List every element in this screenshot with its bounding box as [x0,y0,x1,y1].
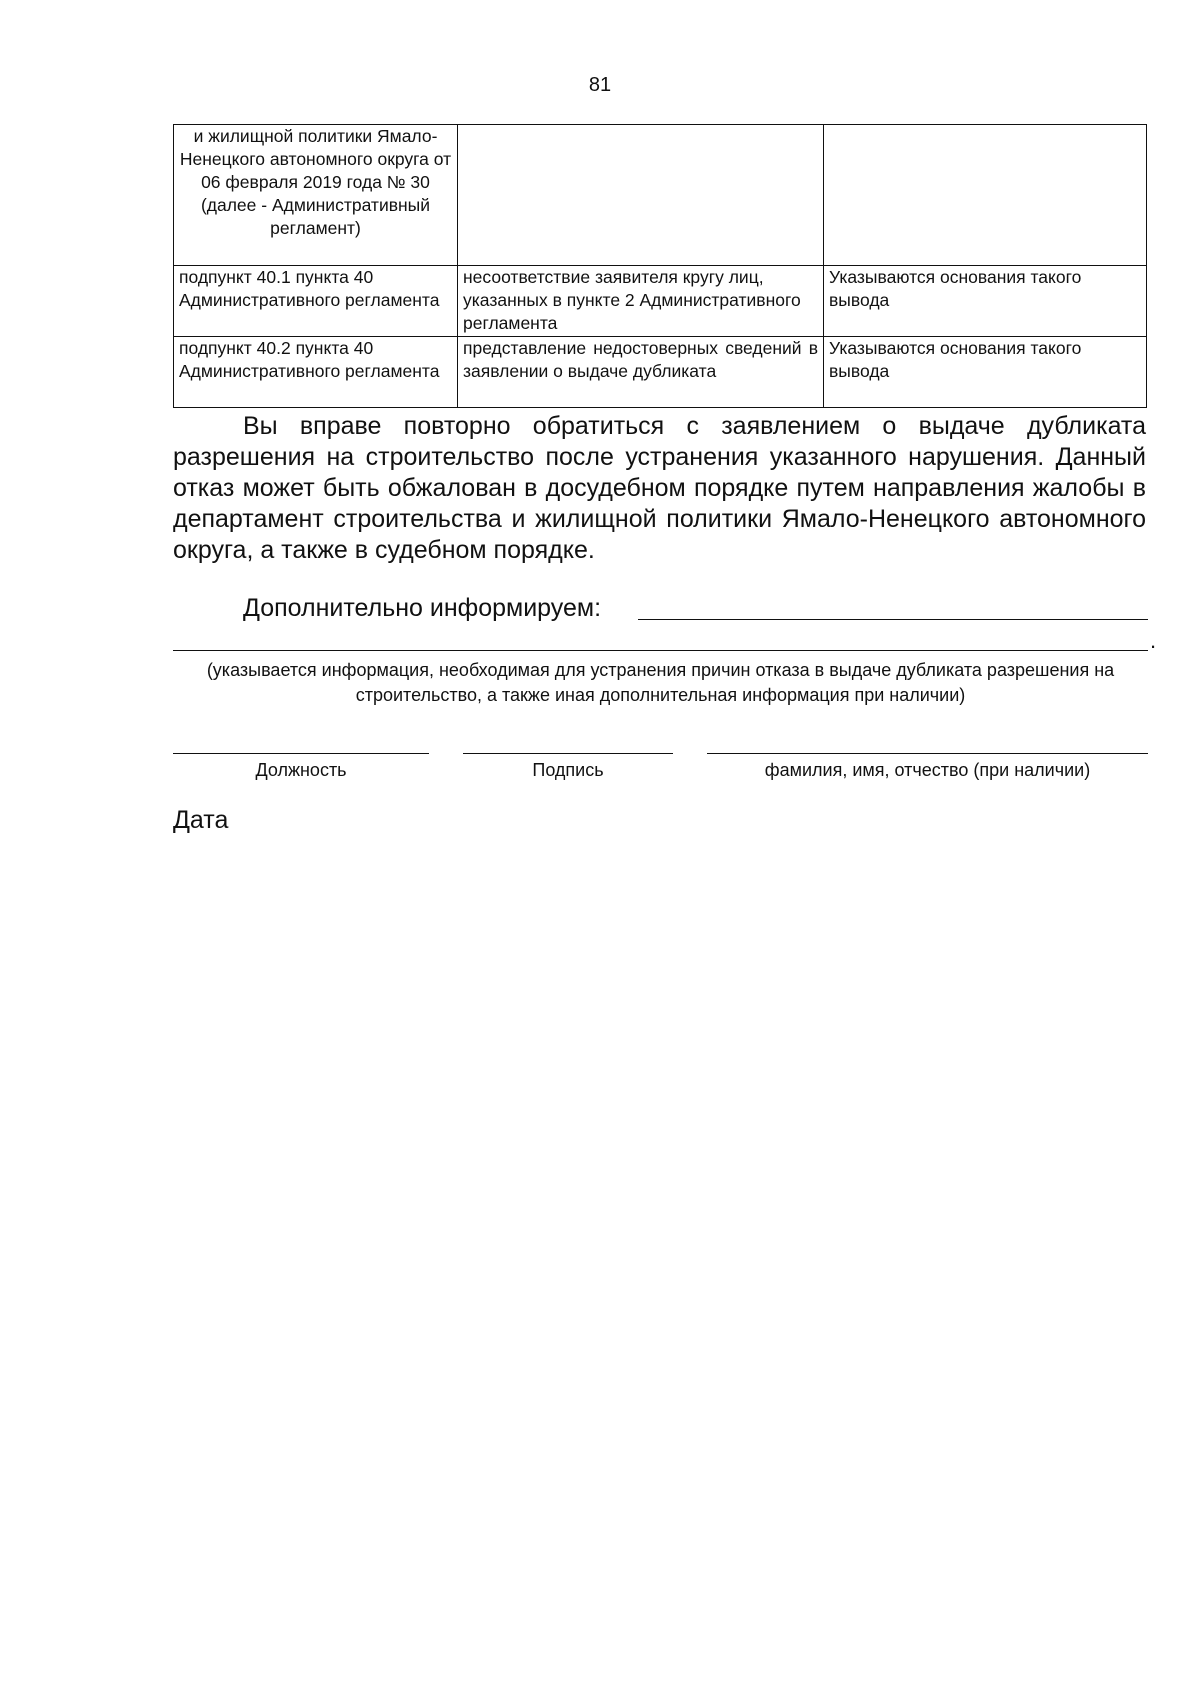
fill-end-mark: . [1150,628,1157,653]
table-cell-regulation-ref: и жилищной политики Ямало-Ненецкого автономного округа от 06 февраля 2019 года № 30 (далее - Административный регламент) [174,125,458,266]
table-row [174,337,1147,408]
table-cell-regulation-ref: подпункт 40.1 пункта 40 Административного регламента [174,266,458,337]
full-name-line [707,753,1148,754]
date-label: Дата [173,806,229,834]
page-number: 81 [588,74,612,96]
extra-info-hint: (указывается информация, необходимая для устранения причин отказа в выдаче дубликата разрешения на строительство, а также иная дополнительная информация при наличии) [206,660,1115,705]
extra-info-fill-line-2 [173,650,1148,651]
table-row [174,266,1147,337]
extra-info-fill-line [638,619,1148,620]
position-signature-line [173,753,429,754]
table-row [174,125,1147,266]
signature-label: Подпись [532,760,604,780]
table-cell-explanation: Указываются основания такого вывода [824,337,1147,408]
table-cell-reason: представление недостоверных сведений в заявлении о выдаче дубликата [458,337,824,408]
table-cell-reason: несоответствие заявителя кругу лиц, указанных в пункте 2 Административного регламента [458,266,824,337]
extra-info-label: Дополнительно информируем: [243,594,602,622]
table-cell-reason [458,125,824,266]
appeal-notice-paragraph: Вы вправе повторно обратиться с заявлением о выдаче дубликата разрешения на строительство после устранения указанного нарушения. Данный отказ может быть обжалован в досудебном порядке путем направления жалобы в департамент строительства и жилищной политики Ямало-Ненецкого автономного округа, а также в судебном порядке. [173,412,1146,564]
position-label: Должность [255,760,347,780]
full-name-label: фамилия, имя, отчество (при наличии) [764,760,1091,780]
table-cell-regulation-ref: подпункт 40.2 пункта 40 Административного регламента [174,337,458,408]
signature-line [463,753,673,754]
table-cell-explanation: Указываются основания такого вывода [824,266,1147,337]
table-cell-explanation [824,125,1147,266]
refusal-reasons-table [173,124,1147,408]
